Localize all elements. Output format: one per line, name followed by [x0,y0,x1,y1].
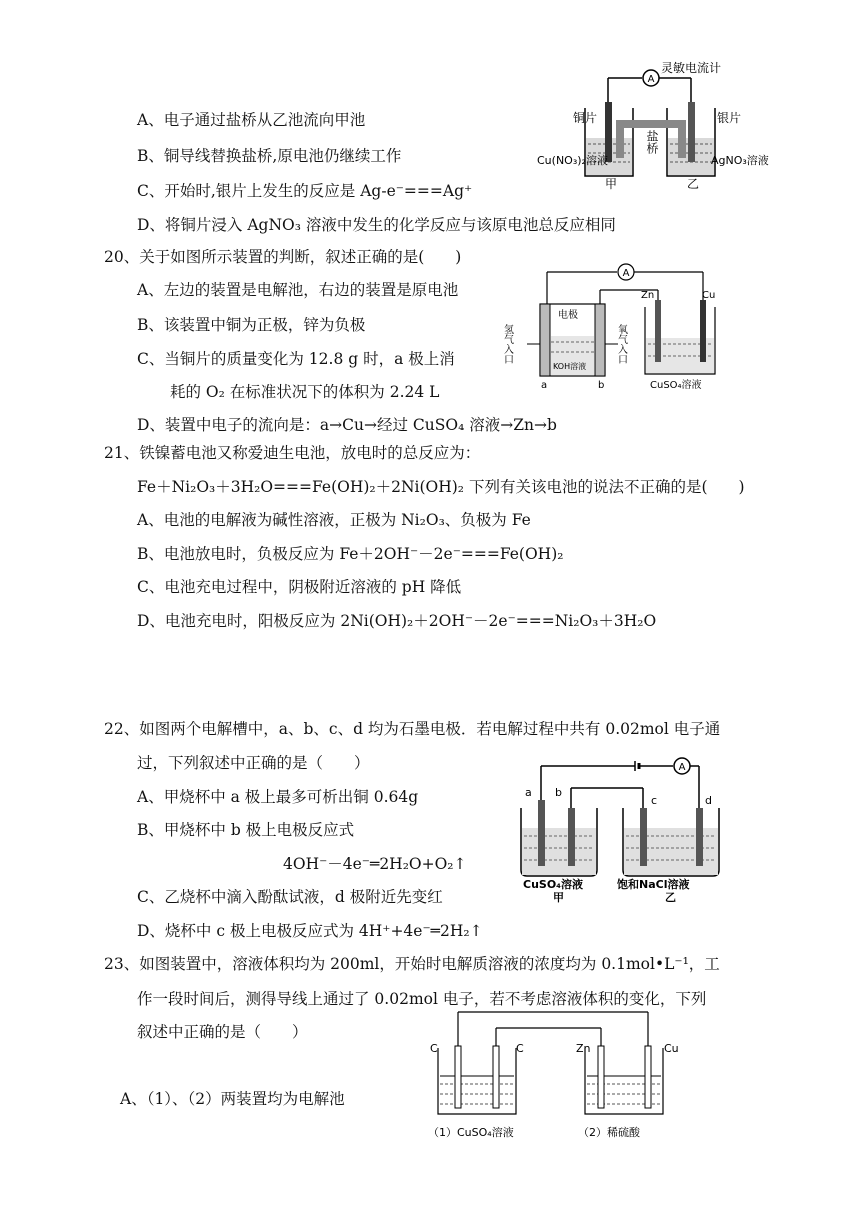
cell-jia-label: 甲 [553,891,564,904]
q23-stem-cont: 作一段时间后，测得导线上通过了 0.02mol 电子，若不考虑溶液体积的变化，下列 [137,990,707,1008]
q23-option-a: A、（1）、（2）两装置均为电解池 [120,1090,345,1108]
right-solution-label: AgNO₃溶液 [711,154,769,167]
q22-option-d: D、烧杯中 c 极上电极反应式为 4H⁺+4e⁻═2H₂↑ [137,922,483,940]
cell-yi-label: 乙 [665,891,676,904]
q20-option-c-cont: 耗的 O₂ 在标准状况下的体积为 2.24 L [170,383,440,401]
meter-symbol: A [678,762,686,773]
q19-option-a: A、电子通过盐桥从乙池流向甲池 [137,111,366,129]
electrode-c-label: c [651,794,658,807]
electrode-label: 电极 [558,310,578,321]
q20-stem: 20、关于如图所示装置的判断，叙述正确的是( ) [104,248,462,266]
q21-equation: Fe＋Ni₂O₃＋3H₂O===Fe(OH)₂＋2Ni(OH)₂ 下列有关该电池的说法不正确的是( ) [137,478,745,496]
q21-option-d: D、电池充电时，阳极反应为 2Ni(OH)₂＋2OH⁻－2e⁻===Ni₂O₃＋3H₂O [137,612,657,630]
q19-figure [535,58,769,191]
caption-2: （2）稀硫酸 [578,1126,640,1139]
cuso4-label: CuSO₄溶液 [650,380,702,391]
q21-option-c: C、电池充电过程中，阴极附近溶液的 pH 降低 [137,578,462,596]
left-solution-label: Cu(NO₃)₂溶液 [537,154,608,167]
bridge-label: 盐桥 [645,130,659,154]
meter-label: 灵敏电流计 [661,61,722,75]
q21-option-b: B、电池放电时，负极反应为 Fe＋2OH⁻－2e⁻===Fe(OH)₂ [137,545,564,563]
hydrogen-inlet-label: 氢气入口 [501,324,513,364]
right-cell-label: 乙 [687,177,700,191]
caption-1: （1）CuSO₄溶液 [428,1126,514,1139]
electrode-a-label: a [541,380,548,391]
q20-option-d: D、装置中电子的流向是：a→Cu→经过 CuSO₄ 溶液→Zn→b [137,416,557,434]
left-cell-label: 甲 [605,177,618,191]
q23-stem: 23、如图装置中，溶液体积均为 200ml，开始时电解质溶液的浓度均为 0.1mol•L⁻¹，工 [104,955,720,973]
q20-option-a: A、左边的装置是电解池，右边的装置是原电池 [137,281,459,299]
q23-figure [420,1008,700,1143]
q22-stem: 22、如图两个电解槽中，a、b、c、d 均为石墨电极．若电解过程中共有 0.02mol 电子通 [104,720,721,738]
right-electrode-label: 银片 [717,111,742,125]
q20-option-b: B、该装置中铜为正极，锌为负极 [137,316,366,334]
cu-label: Cu [702,290,716,301]
q20-figure [501,262,735,392]
nacl-label: 饱和NaCl溶液 [617,878,690,891]
q22-option-b: B、甲烧杯中 b 极上电极反应式 [137,821,355,839]
electrode-c-right-label: C [516,1042,524,1055]
q23-stem-cont2: 叙述中正确的是（ ） [137,1023,308,1041]
q21-option-a: A、电池的电解液为碱性溶液，正极为 Ni₂O₃、负极为 Fe [137,511,531,529]
electrode-b-label: b [555,786,562,799]
cuso4-label: CuSO₄溶液 [523,878,583,891]
cu-label: Cu [664,1042,679,1055]
q22-figure [515,752,735,902]
meter-symbol: A [622,268,630,279]
left-electrode-label: 铜片 [573,111,598,125]
q22-option-c: C、乙烧杯中滴入酚酞试液，d 极附近先变红 [137,888,443,906]
q19-option-c: C、开始时,银片上发生的反应是 Ag-e⁻===Ag⁺ [137,182,473,200]
electrolyte-label: KOH溶液 [553,362,587,371]
electrode-a-label: a [525,786,532,799]
q19-option-d: D、将铜片浸入 AgNO₃ 溶液中发生的化学反应与该原电池总反应相同 [137,216,616,234]
q19-option-b: B、铜导线替换盐桥,原电池仍继续工作 [137,147,402,165]
q22-option-a: A、甲烧杯中 a 极上最多可析出铜 0.64g [137,788,419,806]
q22-option-b-equation: 4OH⁻－4e⁻═2H₂O+O₂↑ [283,855,467,873]
zn-label: Zn [576,1042,591,1055]
oxygen-inlet-label: 氧气入口 [615,324,627,364]
zn-label: Zn [641,290,655,301]
electrode-b-label: b [598,380,605,391]
electrode-d-label: d [705,794,712,807]
q21-stem: 21、铁镍蓄电池又称爱迪生电池，放电时的总反应为： [104,444,481,462]
electrode-c-left-label: C [430,1042,438,1055]
meter-symbol: A [647,74,655,85]
q22-stem-cont: 过，下列叙述中正确的是（ ） [137,754,370,772]
q20-option-c: C、当铜片的质量变化为 12.8 g 时，a 极上消 [137,350,455,368]
